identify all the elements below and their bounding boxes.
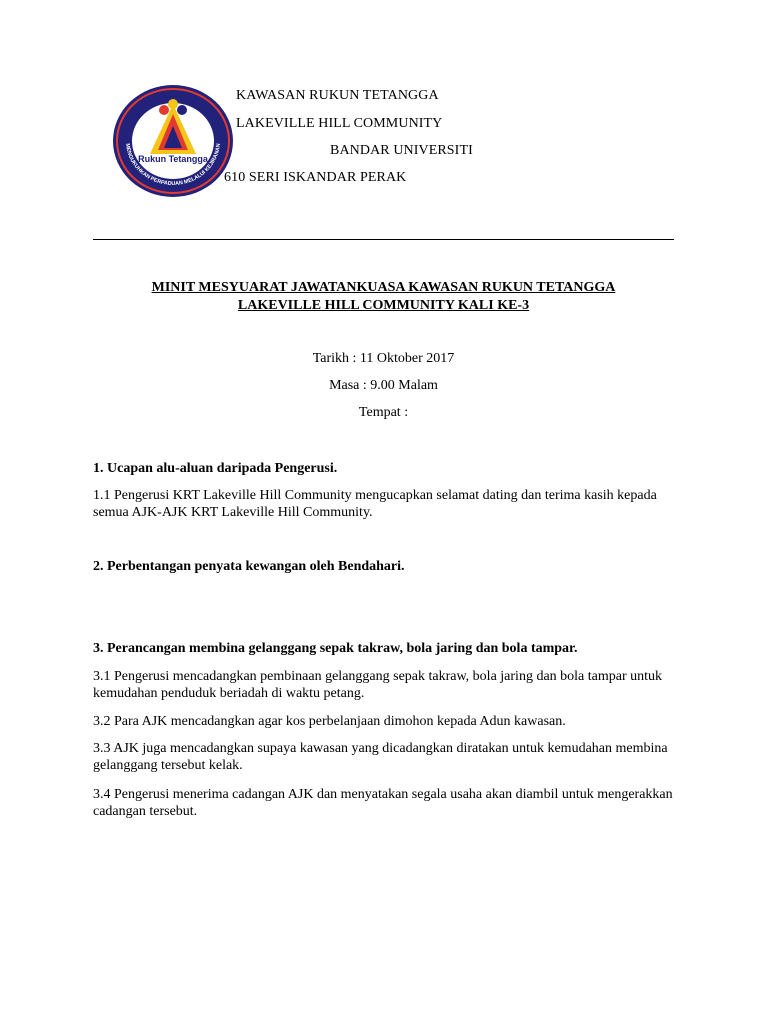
section-1-item-1: 1.1 Pengerusi KRT Lakeville Hill Community mengucapkan selamat dating dan terima kasih kepada semua AJK-AJK KRT Lakeville Hill Community.	[93, 488, 657, 520]
section-3-item-2: 3.2 Para AJK mencadangkan agar kos perbelanjaan dimohon kepada Adun kawasan.	[93, 714, 566, 729]
section-2-heading: 2. Perbentangan penyata kewangan oleh Bendahari.	[93, 559, 405, 574]
address-line-1: KAWASAN RUKUN TETANGGA	[236, 88, 439, 103]
section-3-item-4: 3.4 Pengerusi menerima cadangan AJK dan menyatakan segala usaha akan diambil untuk mengerakkan cadangan tersebut.	[93, 787, 673, 819]
document-title-line-1: MINIT MESYUARAT JAWATANKUASA KAWASAN RUKUN TETANGGA	[151, 280, 616, 295]
section-3-heading: 3. Perancangan membina gelanggang sepak takraw, bola jaring dan bola tampar.	[93, 641, 578, 656]
logo-emblem-icon	[112, 84, 234, 198]
rukun-tetangga-logo	[112, 84, 234, 198]
meeting-time: Masa : 9.00 Malam	[329, 378, 438, 393]
svg-text:MENGUKUHKAN PERPADUAN MELALUI: MENGUKUHKAN PERPADUAN MELALUI KEJIRANAN	[124, 143, 222, 188]
section-3-item-3: 3.3 AJK juga mencadangkan supaya kawasan yang dicadangkan diratakan untuk kemudahan membina gelanggang tersebut kelak.	[93, 741, 668, 773]
svg-text:Rukun Tetangga: Rukun Tetangga	[138, 154, 208, 164]
address-line-3: BANDAR UNIVERSITI	[330, 143, 473, 158]
section-3-item-1: 3.1 Pengerusi mencadangkan pembinaan gelanggang sepak takraw, bola jaring dan bola tampar untuk kemudahan penduduk beriadah di waktu petang.	[93, 669, 663, 701]
header-divider	[93, 239, 674, 240]
meeting-place: Tempat :	[358, 405, 409, 420]
address-line-2: LAKEVILLE HILL COMMUNITY	[236, 116, 443, 131]
address-line-4: 610 SERI ISKANDAR PERAK	[224, 170, 407, 185]
meeting-date: Tarikh : 11 Oktober 2017	[312, 351, 455, 366]
section-1-heading: 1. Ucapan alu-aluan daripada Pengerusi.	[93, 461, 338, 476]
document-title-line-2: LAKEVILLE HILL COMMUNITY KALI KE-3	[237, 298, 530, 313]
